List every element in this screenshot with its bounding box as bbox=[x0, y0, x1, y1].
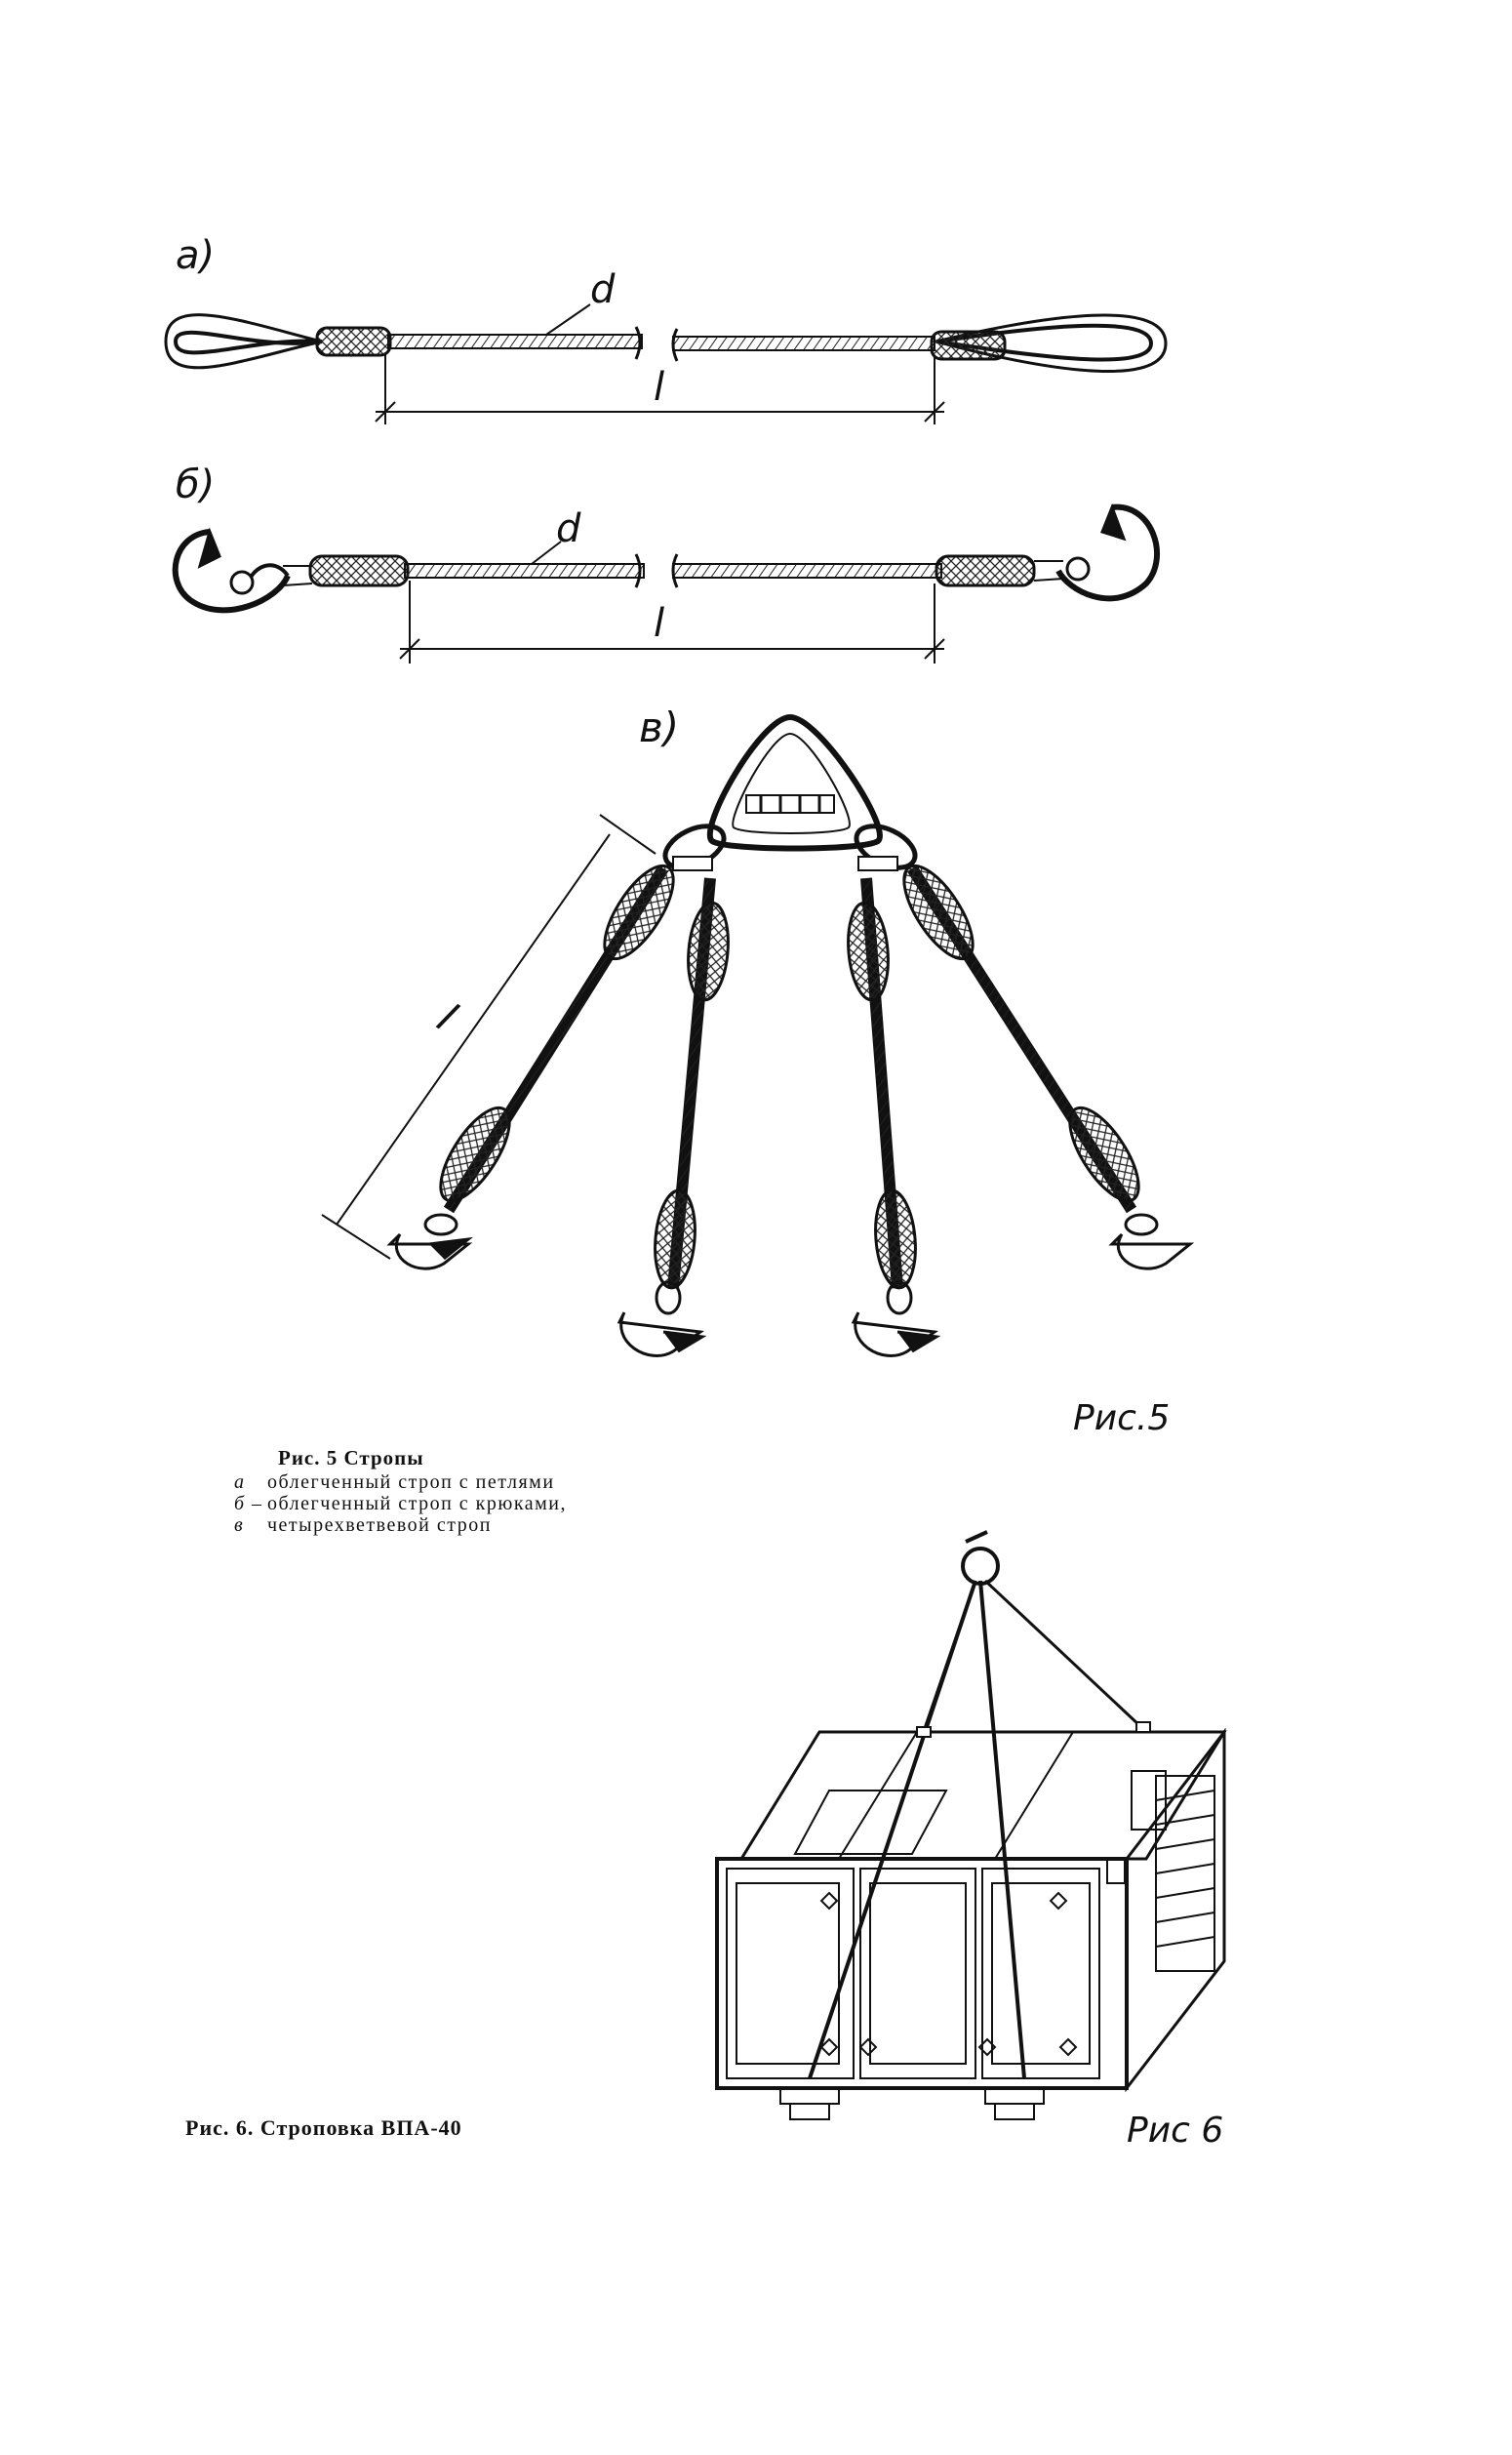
caption-item-text: облегченный строп с петлями bbox=[267, 1471, 555, 1493]
figure-5-caption-title: Рис. 5 Стропы bbox=[278, 1446, 424, 1469]
caption-item-letter: б – bbox=[234, 1493, 263, 1514]
dim-d-a: d bbox=[590, 267, 616, 312]
ris5-label: Рис.5 bbox=[1073, 1398, 1171, 1438]
four-leg-sling-drawing bbox=[322, 717, 1190, 1355]
label-a: а) bbox=[176, 233, 216, 278]
ris6-label: Рис 6 bbox=[1127, 2111, 1224, 2151]
label-b: б) bbox=[176, 463, 216, 507]
caption-item-letter: а bbox=[234, 1471, 246, 1493]
figure-5-caption-item-a bbox=[234, 1471, 555, 1494]
sling-a-drawing bbox=[166, 304, 1166, 424]
label-v: в) bbox=[639, 704, 680, 751]
figure-5-caption-item-v bbox=[234, 1514, 492, 1537]
dim-l-a: l bbox=[654, 365, 665, 410]
caption-item-text: облегченный строп с крюками, bbox=[267, 1493, 567, 1514]
caption-item-text: четырехветвевой строп bbox=[267, 1514, 492, 1536]
dim-l-b: l bbox=[654, 601, 665, 646]
sling-b-drawing bbox=[176, 507, 1157, 664]
dim-d-b: d bbox=[556, 506, 581, 551]
figure-6-container-drawing bbox=[717, 1532, 1224, 2119]
figure-6-caption: Рис. 6. Строповка ВПА-40 bbox=[185, 2115, 462, 2140]
dim-l-v: l bbox=[428, 993, 465, 1041]
caption-item-letter: в bbox=[234, 1514, 245, 1536]
figure-5-caption-item-b bbox=[234, 1493, 567, 1515]
